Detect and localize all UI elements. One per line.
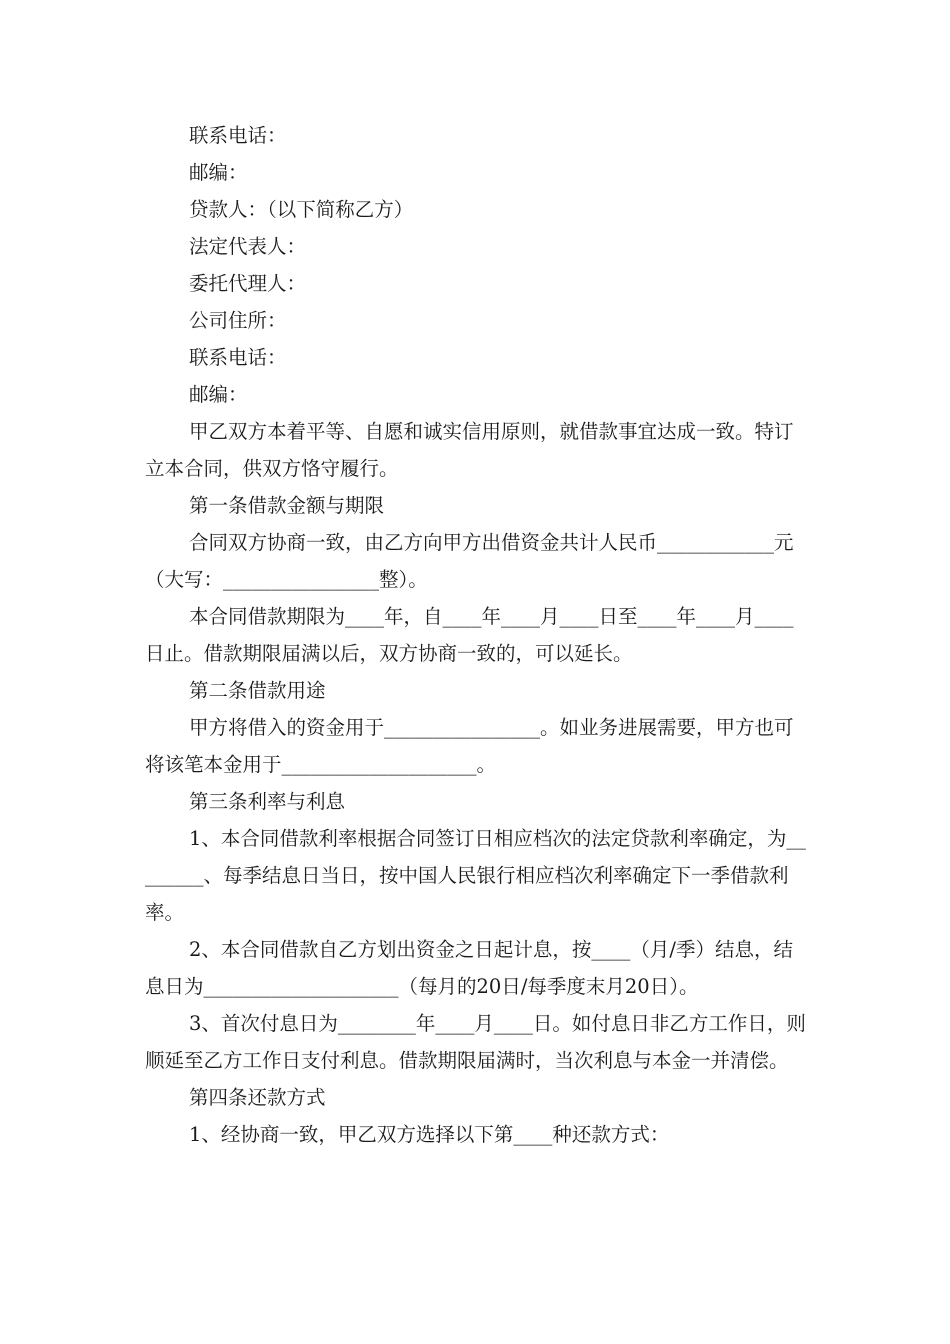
article-4-title: 第四条还款方式 bbox=[189, 1086, 326, 1109]
postcode-line: 邮编： bbox=[189, 161, 248, 184]
authorized-agent-line: 委托代理人： bbox=[189, 272, 307, 295]
contact-phone-line: 联系电话： bbox=[189, 124, 287, 147]
article-1-paragraph-2: 本合同借款期限为____年，自____年____月____日至____年____月____日止。借款期限届满以后，双方协商一致的，可以延长。 bbox=[145, 605, 794, 665]
intro-paragraph: 甲乙双方本着平等、自愿和诚实信用原则，就借款事宜达成一致。特订立本合同，供双方恪守履行。 bbox=[145, 420, 794, 480]
article-3-paragraph-3: 3、首次付息日为________年____月____日。如付息日非乙方工作日，则顺延至乙方工作日支付利息。借款期限届满时，当次利息与本金一并清偿。 bbox=[145, 1012, 806, 1072]
article-3-title: 第三条利率与利息 bbox=[189, 790, 346, 813]
contract-page bbox=[145, 117, 807, 1153]
legal-representative-line: 法定代表人： bbox=[189, 235, 307, 258]
postcode-line-2: 邮编： bbox=[189, 383, 248, 406]
lender-line: 贷款人：（以下简称乙方） bbox=[189, 198, 414, 221]
article-2-title: 第二条借款用途 bbox=[189, 679, 326, 702]
article-2-paragraph-1: 甲方将借入的资金用于________________。如业务进展需要，甲方也可将该笔本金用于____________________。 bbox=[145, 716, 794, 776]
article-3-paragraph-1: 1、本合同借款利率根据合同签订日相应档次的法定贷款利率确定，为________、每季结息日当日，按中国人民银行相应档次利率确定下一季借款利率。 bbox=[145, 827, 806, 924]
article-4-paragraph-1: 1、经协商一致，甲乙双方选择以下第____种还款方式： bbox=[189, 1123, 670, 1146]
contact-phone-line-2: 联系电话： bbox=[189, 346, 287, 369]
article-1-title: 第一条借款金额与期限 bbox=[189, 494, 385, 517]
article-3-paragraph-2: 2、本合同借款自乙方划出资金之日起计息，按____（月/季）结息，结息日为____________________（每月的20日/每季度末月20日）。 bbox=[145, 938, 793, 998]
article-1-paragraph-1: 合同双方协商一致，由乙方向甲方出借资金共计人民币____________元（大写：________________整）。 bbox=[145, 531, 794, 591]
company-address-line: 公司住所： bbox=[189, 309, 287, 332]
